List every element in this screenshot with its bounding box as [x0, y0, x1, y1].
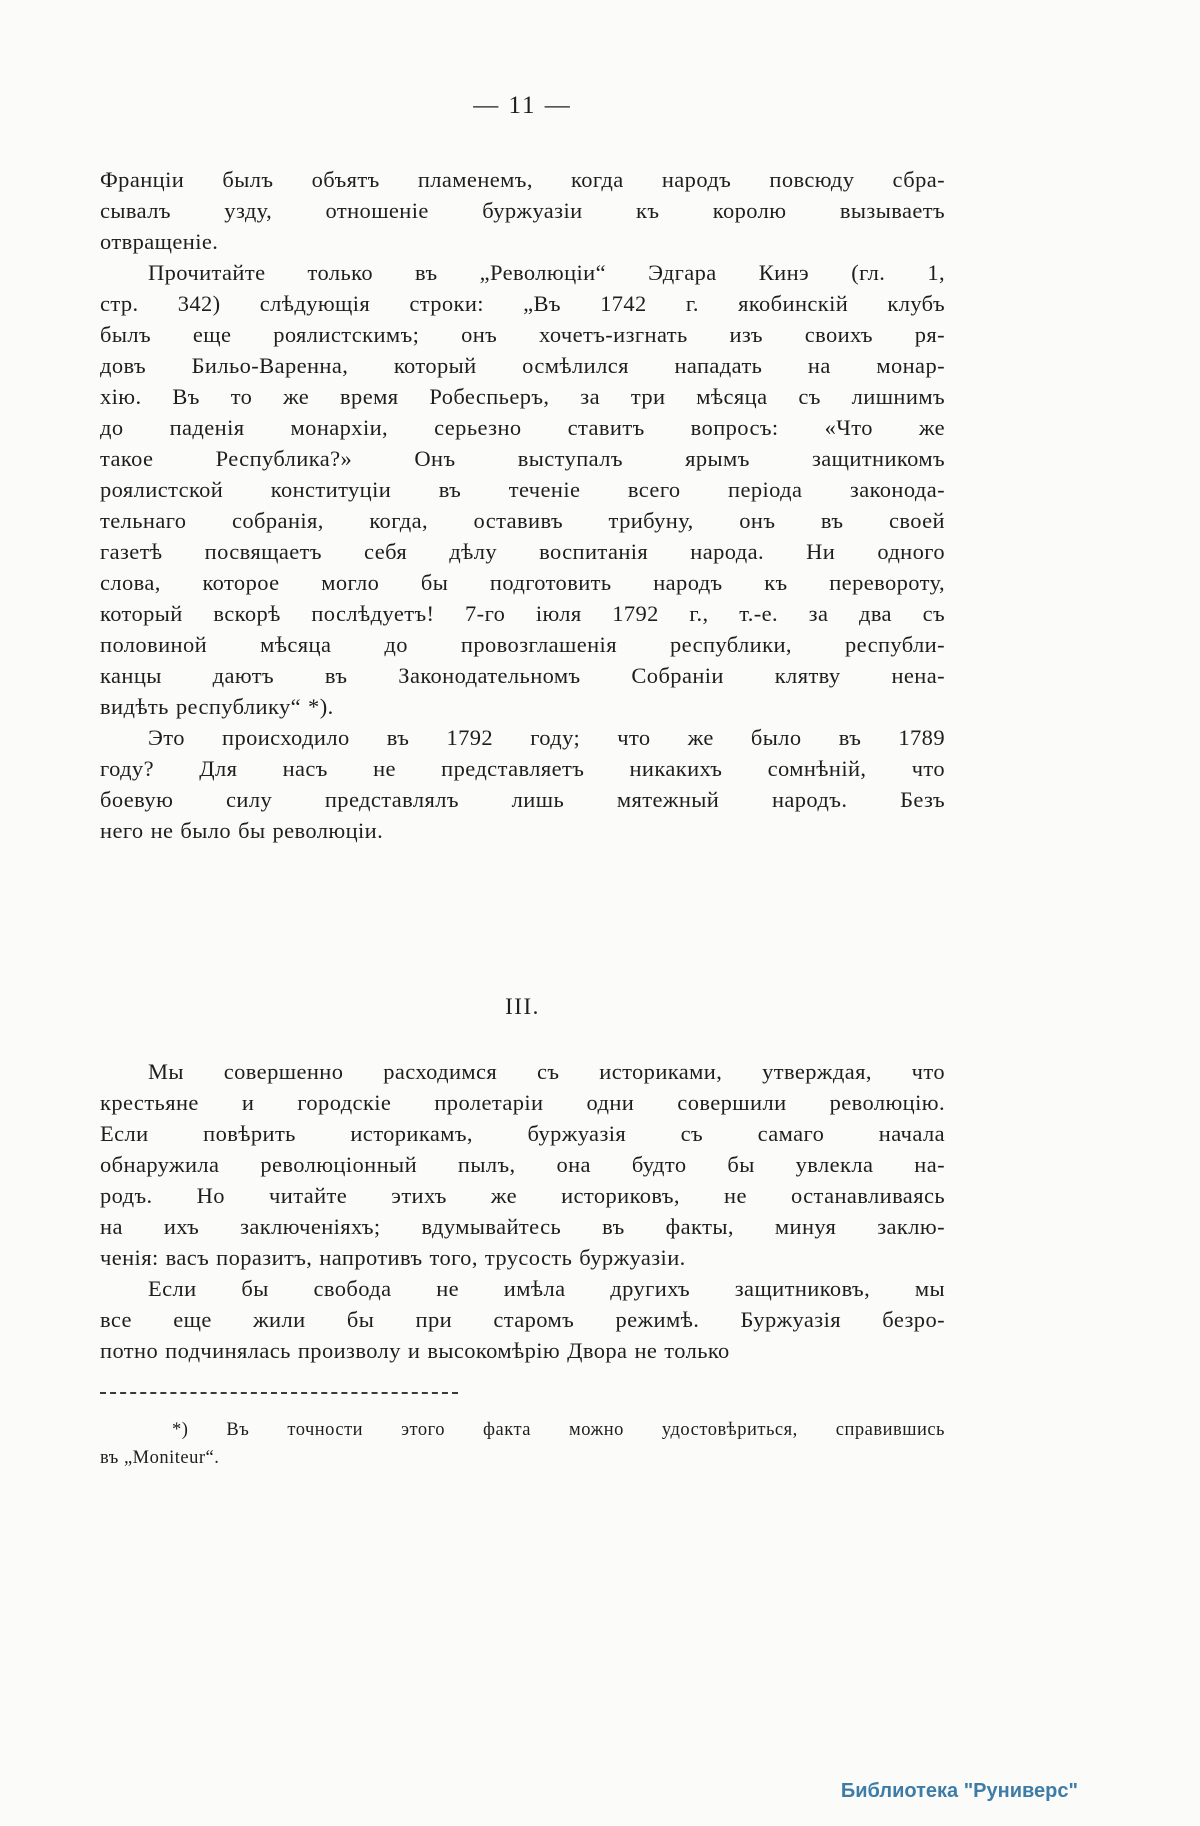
paragraph [100, 164, 945, 257]
paragraph [100, 1056, 945, 1273]
text-line: стр. 342) слѣдующія строки: „Въ 1742 г. якобинскій клубъ [100, 291, 945, 316]
text-line: Прочитайте только въ „Революціи“ Эдгара Кинэ (гл. 1, [148, 260, 945, 285]
text-line: довъ Бильо-Варенна, который осмѣлился нападать на монар- [100, 353, 945, 378]
text-line: канцы даютъ въ Законодательномъ Собраніи клятву нена- [100, 663, 945, 688]
text-line: который вскорѣ послѣдуетъ! 7-го іюля 1792 г., т.-е. за два съ [100, 601, 945, 626]
text-line: Мы совершенно расходимся съ историками, утверждая, что [148, 1059, 945, 1084]
text-line: газетѣ посвящаетъ себя дѣлу воспитанія народа. Ни одного [100, 539, 945, 564]
text-line: него не было бы революціи. [100, 818, 384, 843]
text-block [100, 164, 945, 1366]
text-line: Если повѣрить историкамъ, буржуазія съ самаго начала [100, 1121, 945, 1146]
text-line: половиной мѣсяца до провозглашенія республики, республи- [100, 632, 945, 657]
footnote-line: въ „Moniteur“. [100, 1448, 220, 1468]
footnote [100, 1392, 945, 1472]
footnote-line: *) Въ точности этого факта можно удостовѣриться, справившись [172, 1420, 945, 1440]
paragraph [100, 257, 945, 722]
text-line: такое Республика?» Онъ выступалъ ярымъ защитникомъ [100, 446, 945, 471]
paragraph [100, 722, 945, 846]
text-line: все еще жили бы при старомъ режимѣ. Буржуазія безро- [100, 1307, 945, 1332]
text-line: крестьяне и городскіе пролетаріи одни совершили революцію. [100, 1090, 945, 1115]
text-line: видѣть республику“ *). [100, 694, 334, 719]
text-line: Франціи былъ объятъ пламенемъ, когда народъ повсюду сбра- [100, 167, 945, 192]
footnote-lines [100, 1416, 945, 1472]
text-line: роялистской конституціи въ теченіе всего періода законода- [100, 477, 945, 502]
library-watermark: Библиотека "Руниверс" [840, 1780, 1078, 1802]
text-line: ченія: васъ поразитъ, напротивъ того, трусость буржуазіи. [100, 1245, 686, 1270]
text-line: родъ. Но читайте этихъ же историковъ, не останавливаясь [100, 1183, 945, 1208]
section-heading: III. [505, 994, 540, 1019]
text-line: Если бы свобода не имѣла другихъ защитниковъ, мы [148, 1276, 945, 1301]
text-line: отвращеніе. [100, 229, 219, 254]
text-line: сывалъ узду, отношеніе буржуазіи къ королю вызываетъ [100, 198, 945, 223]
footnote-rule [100, 1392, 458, 1394]
text-line: году? Для насъ не представляетъ никакихъ сомнѣній, что [100, 756, 945, 781]
text-line: потно подчинялась произволу и высокомѣрію Двора не только [100, 1338, 730, 1363]
text-line: боевую силу представлялъ лишь мятежный народъ. Безъ [100, 787, 945, 812]
text-line: Это происходило въ 1792 году; что же было въ 1789 [148, 725, 945, 750]
text-line: до паденія монархіи, серьезно ставитъ вопросъ: «Что же [100, 415, 945, 440]
text-line: тельнаго собранія, когда, оставивъ трибуну, онъ въ своей [100, 508, 945, 533]
text-line: хію. Въ то же время Робеспьеръ, за три мѣсяца съ лишнимъ [100, 384, 945, 409]
paragraph [100, 1273, 945, 1366]
text-line: слова, которое могло бы подготовить народъ къ перевороту, [100, 570, 945, 595]
text-line: обнаружила революціонный пылъ, она будто бы увлекла на- [100, 1152, 945, 1177]
text-line: былъ еще роялистскимъ; онъ хочетъ-изгнать изъ своихъ ря- [100, 322, 945, 347]
text-line: на ихъ заключеніяхъ; вдумывайтесь въ факты, минуя заклю- [100, 1214, 945, 1239]
page-number: — 11 — [473, 92, 572, 119]
